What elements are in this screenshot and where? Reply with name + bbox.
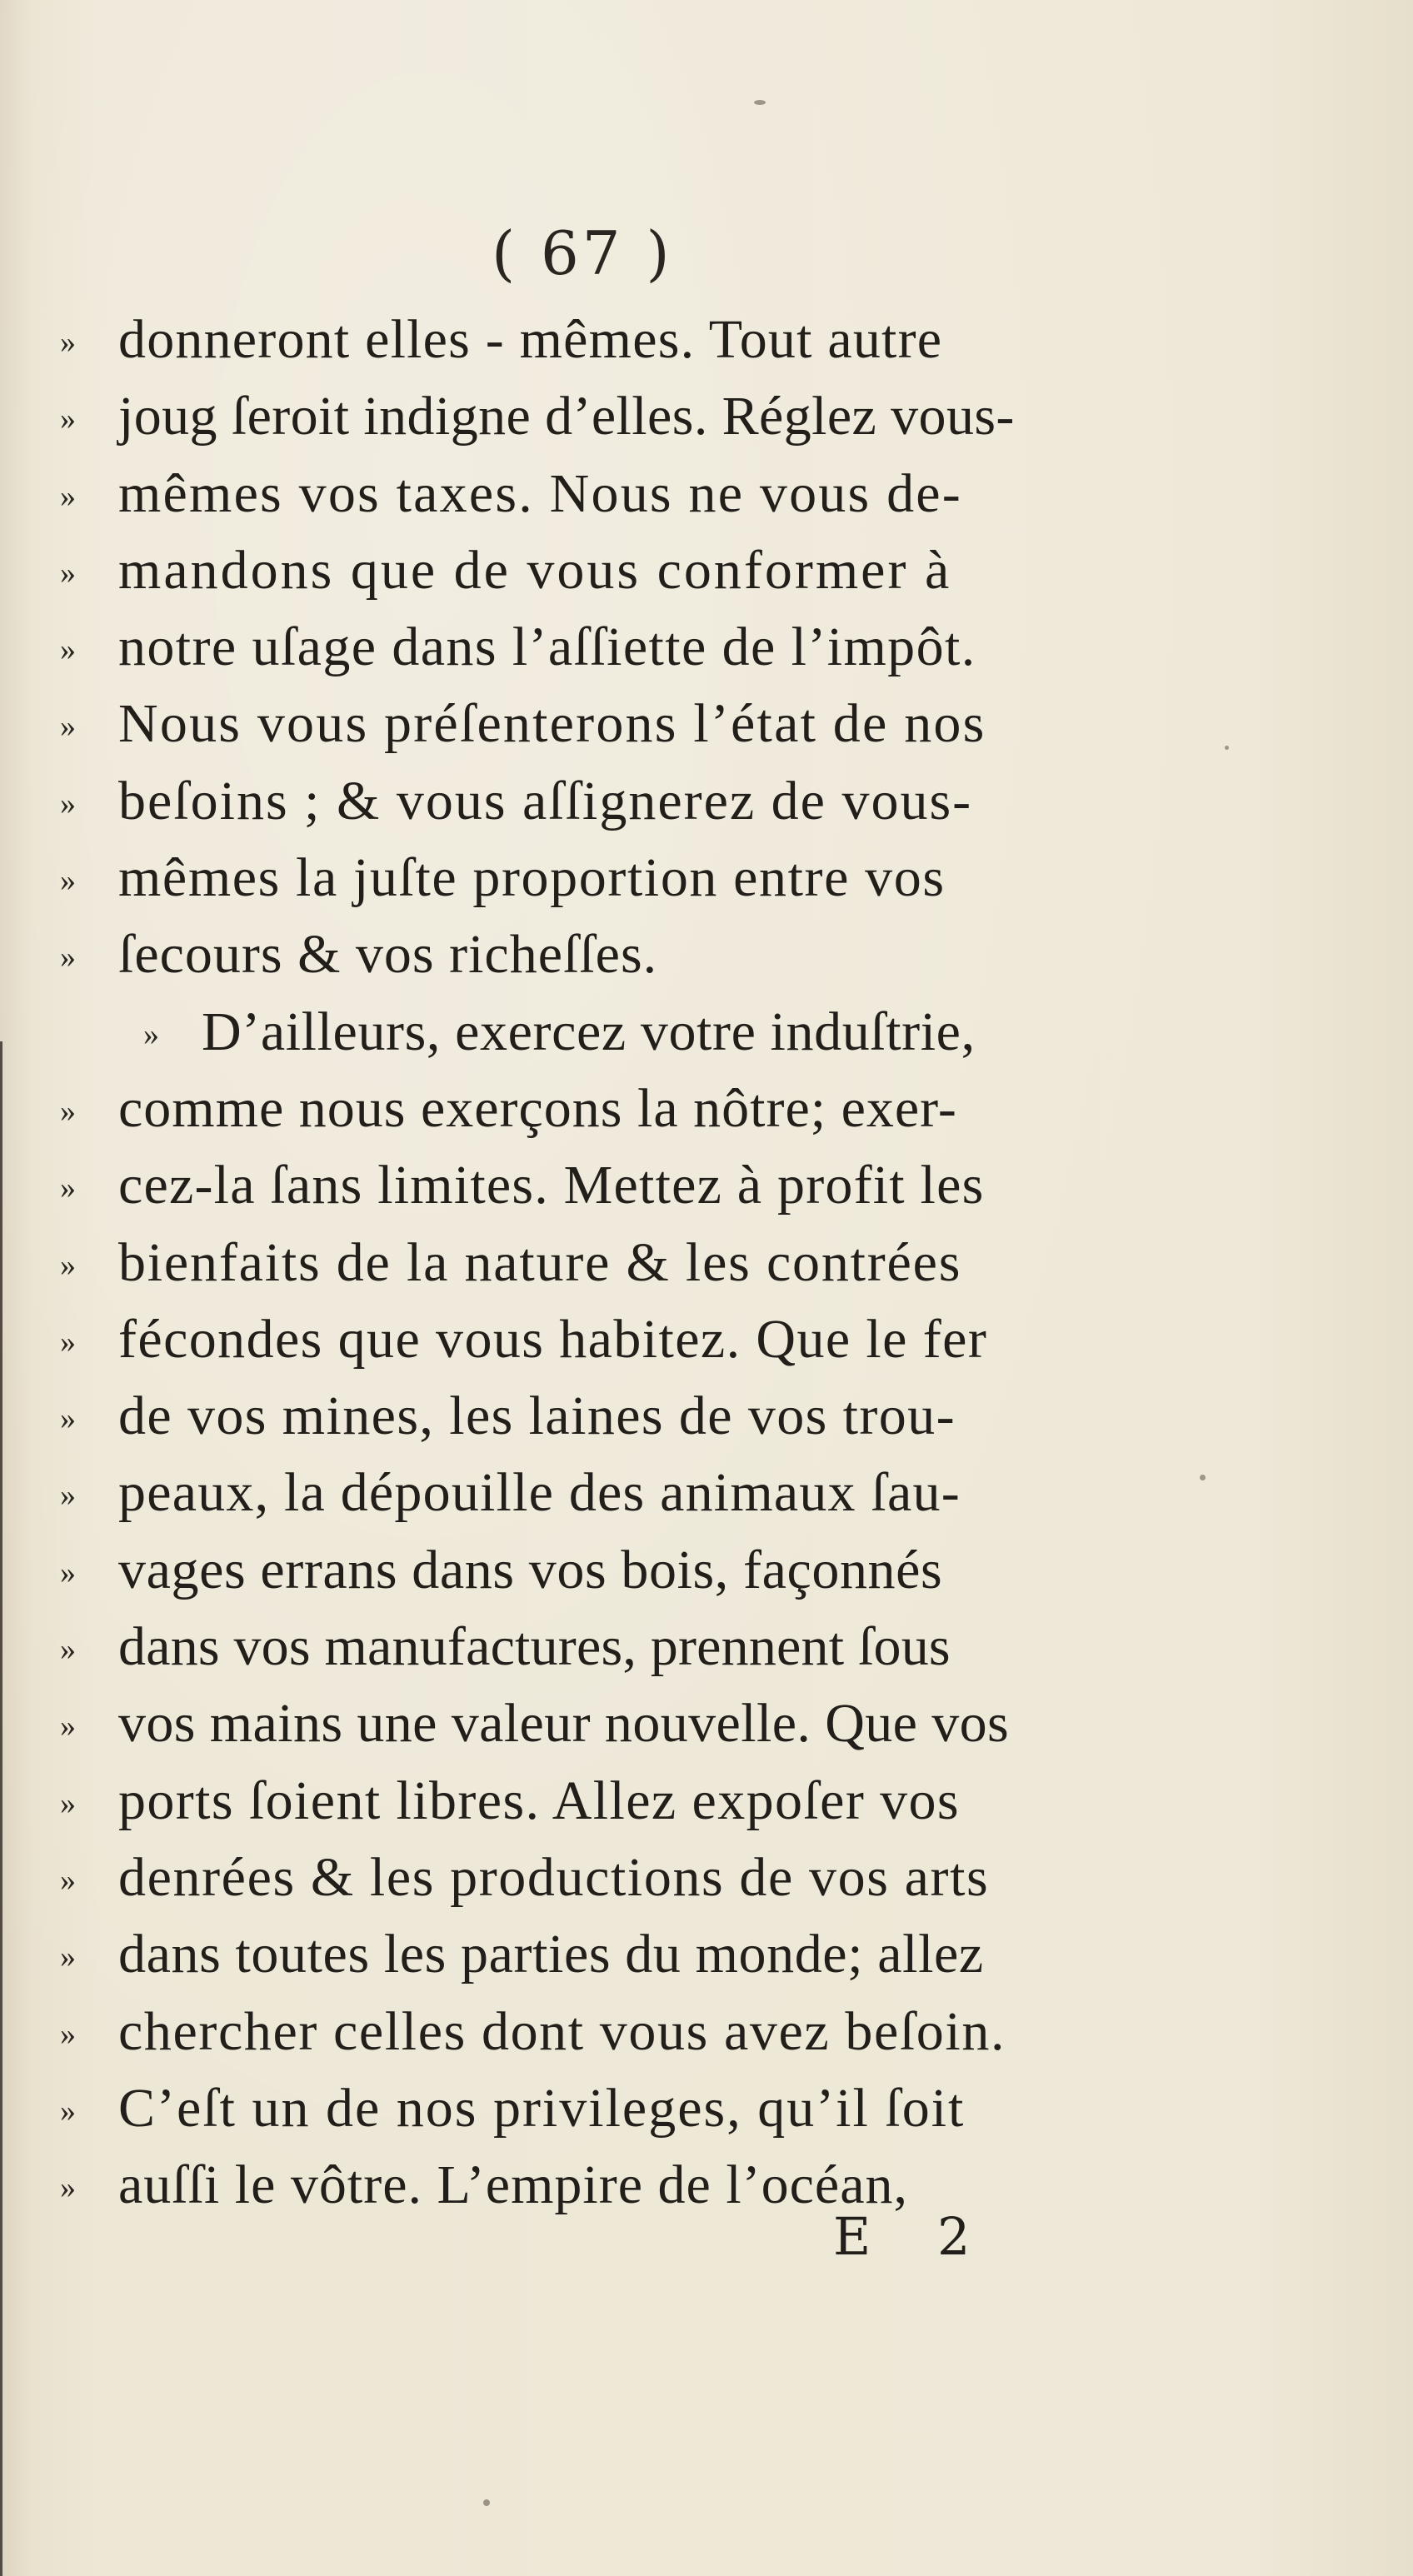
text-line xyxy=(60,686,1143,762)
quotation-guillemet: » xyxy=(60,1171,77,1206)
text-line xyxy=(60,1994,1143,2070)
quotation-guillemet: » xyxy=(60,2170,77,2206)
line-text: mêmes la juſte proportion entre vos xyxy=(118,847,946,909)
quotation-guillemet: » xyxy=(60,1632,77,1668)
page-number: ( 67 ) xyxy=(492,218,673,288)
paper-speck xyxy=(483,2499,490,2506)
text-line xyxy=(60,916,1143,993)
quotation-guillemet: » xyxy=(60,2016,77,2052)
quotation-guillemet: » xyxy=(60,402,77,437)
text-line xyxy=(60,1071,1143,1147)
quotation-guillemet: » xyxy=(60,1709,77,1745)
text-line xyxy=(60,1301,1143,1378)
paper-speck xyxy=(1200,1475,1206,1480)
quotation-guillemet: » xyxy=(60,863,77,899)
text-line xyxy=(60,1455,1143,1531)
line-text: donneront elles - mêmes. Tout autre xyxy=(118,309,943,370)
quotation-guillemet: » xyxy=(60,1862,77,1898)
text-line xyxy=(60,1609,1143,1685)
quotation-guillemet: » xyxy=(143,1016,160,1052)
text-line xyxy=(60,994,1143,1071)
text-line xyxy=(60,1378,1143,1455)
text-line xyxy=(60,2070,1143,2147)
line-text: dans toutes les parties du monde; allez xyxy=(118,1924,984,1985)
line-text: Nous vous préſenterons l’état de nos xyxy=(118,693,986,755)
line-text: cez-la ſans limites. Mettez à profit les xyxy=(118,1155,985,1216)
text-line xyxy=(60,1532,1143,1609)
line-text: denrées & les productions de vos arts xyxy=(118,1846,990,1908)
text-line xyxy=(60,1147,1143,1224)
text-line xyxy=(60,532,1143,609)
quotation-guillemet: » xyxy=(60,940,77,976)
quotation-guillemet: » xyxy=(60,2093,77,2129)
line-text: ſecours & vos richeſſes. xyxy=(118,924,658,986)
line-text: notre uſage dans l’aſſiette de l’impôt. xyxy=(118,617,976,678)
line-text: D’ailleurs, exercez votre induſtrie, xyxy=(202,1001,976,1062)
text-line xyxy=(60,302,1143,378)
quotation-guillemet: » xyxy=(60,1785,77,1821)
line-text: auſſi le vôtre. L’empire de l’océan, xyxy=(118,2154,909,2216)
line-text: fécondes que vous habitez. Que le fer xyxy=(118,1308,988,1370)
line-text: bienfaits de la nature & les contrées xyxy=(118,1231,962,1293)
text-line xyxy=(60,1225,1143,1301)
quotation-guillemet: » xyxy=(60,478,78,514)
quotation-guillemet: » xyxy=(60,1401,77,1437)
quotation-guillemet: » xyxy=(60,632,77,668)
text-line xyxy=(60,378,1143,455)
line-text: mêmes vos taxes. Nous ne vous de- xyxy=(118,462,962,524)
paper-speck xyxy=(754,100,766,105)
text-line xyxy=(60,763,1143,840)
quotation-guillemet: » xyxy=(60,1324,77,1360)
line-text: joug ſeroit indigne d’elles. Réglez vous- xyxy=(118,386,1015,447)
text-line xyxy=(60,1916,1143,1993)
quotation-guillemet: » xyxy=(60,1478,77,1514)
quotation-guillemet: » xyxy=(60,1555,77,1590)
line-text: chercher celles dont vous avez beſoin. xyxy=(118,2000,1006,2062)
quotation-guillemet: » xyxy=(60,709,78,745)
quotation-guillemet: » xyxy=(60,555,78,591)
paper-speck xyxy=(1225,746,1229,750)
line-text: vos mains une valeur nouvelle. Que vos xyxy=(118,1693,1010,1755)
quotation-guillemet: » xyxy=(60,1247,77,1283)
line-text: de vos mines, les laines de vos trou- xyxy=(118,1385,956,1447)
body-text xyxy=(60,302,1143,2224)
text-line xyxy=(60,456,1143,532)
line-text: ports ſoient libres. Allez expoſer vos xyxy=(118,1770,961,1831)
line-text: comme nous exerçons la nôtre; exer- xyxy=(118,1077,957,1139)
line-text: dans vos manufactures, prennent ſous xyxy=(118,1616,951,1678)
binding-gutter-edge xyxy=(0,1041,2,2576)
line-text: beſoins ; & vous aſſignerez de vous- xyxy=(118,770,973,831)
text-line xyxy=(60,609,1143,686)
text-line xyxy=(60,1763,1143,1840)
text-line xyxy=(60,1840,1143,1916)
text-line xyxy=(60,1685,1143,1762)
quotation-guillemet: » xyxy=(60,325,77,360)
line-text: C’eſt un de nos privileges, qu’il ſoit xyxy=(118,2077,966,2139)
signature-mark: E 2 xyxy=(833,2206,996,2267)
line-text: vages errans dans vos bois, façonnés xyxy=(118,1539,943,1600)
quotation-guillemet: » xyxy=(60,1093,77,1129)
line-text: mandons que de vous conformer à xyxy=(118,539,952,601)
quotation-guillemet: » xyxy=(60,786,77,821)
quotation-guillemet: » xyxy=(60,1939,77,1975)
text-line xyxy=(60,840,1143,916)
line-text: peaux, la dépouille des animaux ſau- xyxy=(118,1462,961,1524)
